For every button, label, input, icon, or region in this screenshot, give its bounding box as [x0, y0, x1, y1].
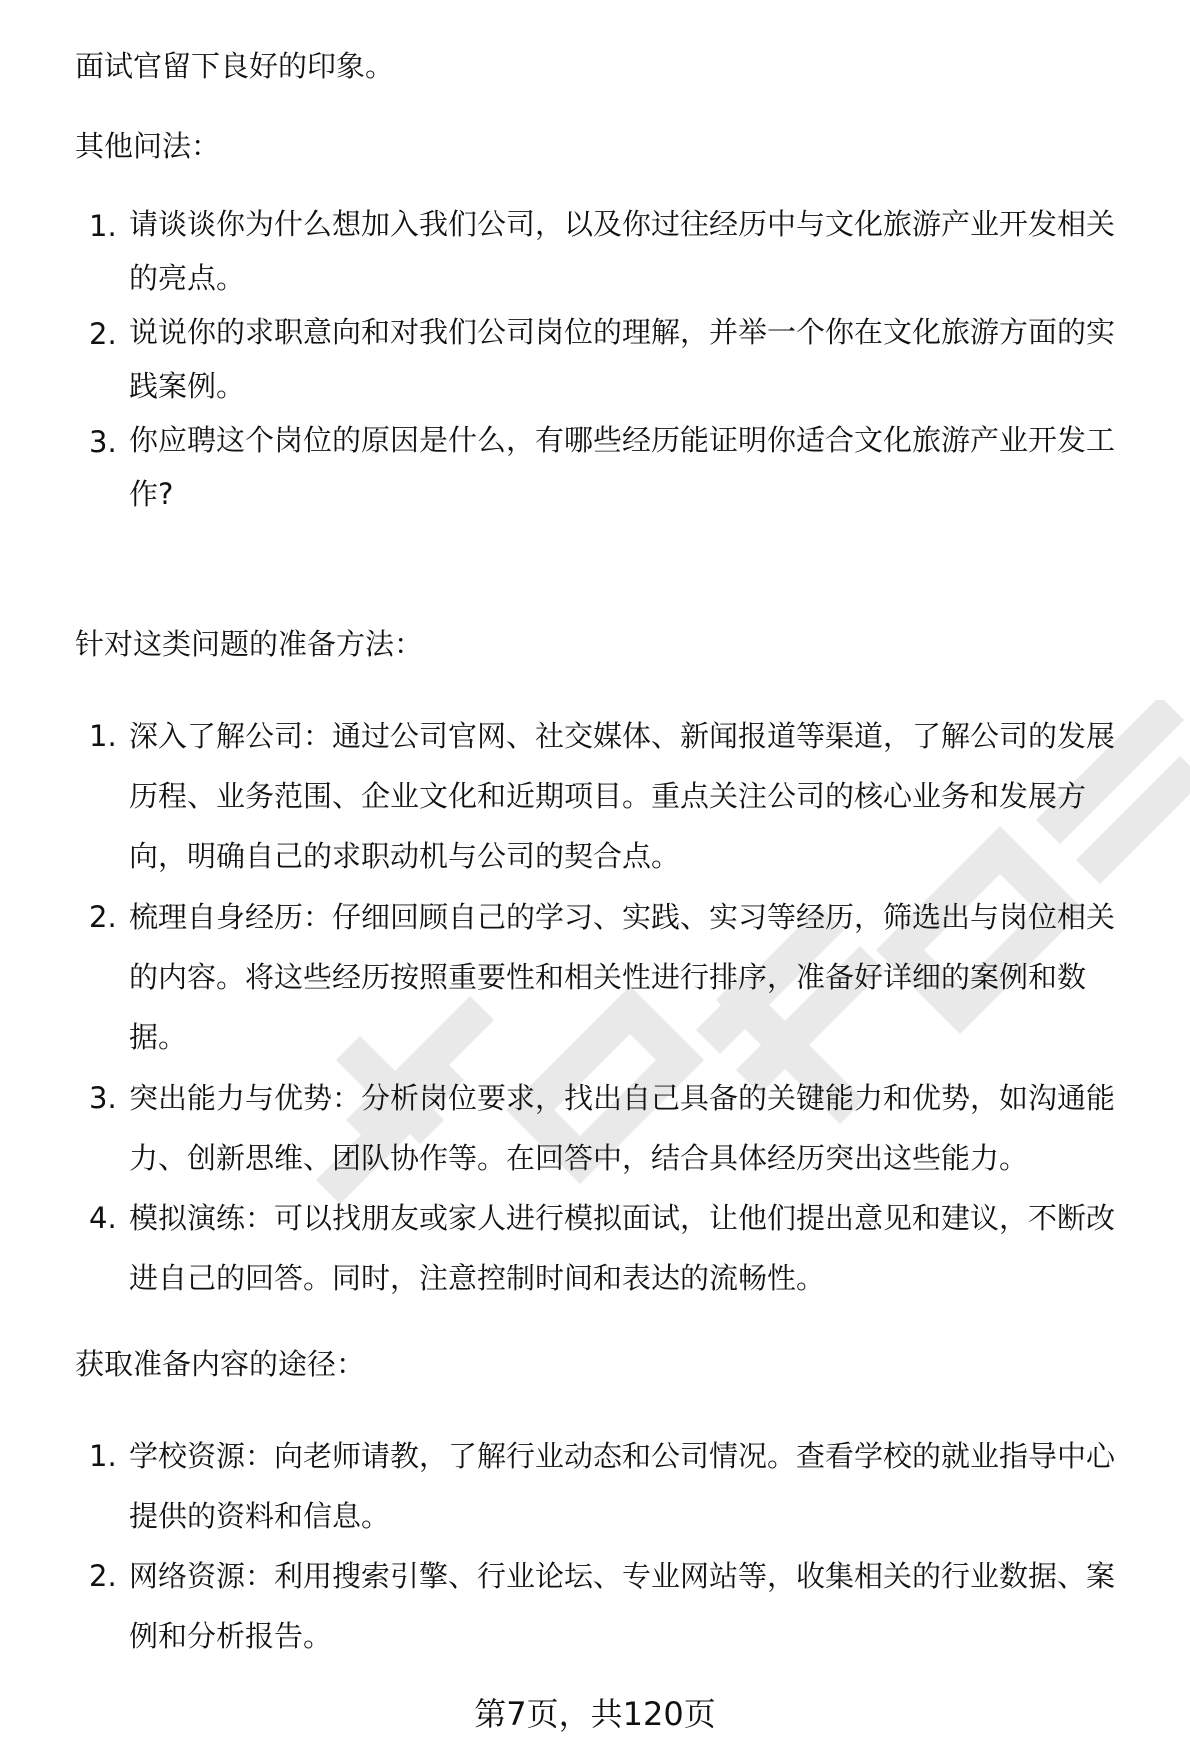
list-item-line: 深入了解公司：通过公司官网、社交媒体、新闻报道等渠道，了解公司的发展 — [129, 719, 1116, 753]
list-item-line: 突出能力与优势：分析岗位要求，找出自己具备的关键能力和优势，如沟通能 — [129, 1081, 1116, 1115]
page-number-footer: 第7页，共120页 — [474, 1695, 716, 1733]
list-item-line: 网络资源：利用搜索引擎、行业论坛、专业网站等，收集相关的行业数据、案 — [129, 1559, 1116, 1593]
list-item — [0, 304, 1190, 412]
list-item-line: 学校资源：向老师请教，了解行业动态和公司情况。查看学校的就业指导中心 — [129, 1439, 1116, 1473]
list-item — [0, 1548, 1190, 1668]
prep-methods-heading: 针对这类问题的准备方法： — [75, 627, 424, 661]
list-item — [0, 196, 1190, 304]
list-item-line: 作? — [129, 477, 174, 511]
list-item-number: 3. — [89, 425, 117, 459]
list-item — [0, 708, 1190, 889]
list-item-line: 力、创新思维、团队协作等。在回答中，结合具体经历突出这些能力。 — [129, 1141, 1029, 1175]
sources-heading-block — [75, 1334, 1160, 1394]
list-item-text — [129, 196, 1159, 304]
list-item-line: 说说你的求职意向和对我们公司岗位的理解，并举一个你在文化旅游方面的实 — [129, 315, 1116, 349]
list-item-line: 模拟演练：可以找朋友或家人进行模拟面试，让他们提出意见和建议，不断改 — [129, 1201, 1116, 1235]
list-item-text — [129, 889, 1159, 1069]
list-item-line: 的内容。将这些经历按照重要性和相关性进行排序，准备好详细的案例和数 — [129, 960, 1087, 994]
list-item-line: 提供的资料和信息。 — [129, 1499, 391, 1533]
list-item-line: 向，明确自己的求职动机与公司的契合点。 — [129, 839, 681, 873]
list-item-line: 请谈谈你为什么想加入我们公司，以及你过往经历中与文化旅游产业开发相关 — [129, 207, 1116, 241]
prep-methods-heading-block — [75, 614, 1160, 674]
list-item-line: 历程、业务范围、企业文化和近期项目。重点关注公司的核心业务和发展方 — [129, 779, 1087, 813]
list-item-number: 1. — [89, 209, 117, 243]
list-item-line: 据。 — [129, 1020, 188, 1054]
list-item-text — [129, 1070, 1159, 1190]
list-item-number: 4. — [89, 1201, 117, 1235]
list-item-line: 践案例。 — [129, 369, 246, 403]
sources-heading: 获取准备内容的途径： — [75, 1347, 366, 1381]
prep-methods-list — [0, 708, 1190, 1310]
other-questions-list — [0, 196, 1190, 520]
other-questions-heading: 其他问法： — [75, 129, 221, 163]
list-item-text — [129, 1190, 1159, 1310]
list-item-text — [129, 1548, 1159, 1668]
list-item — [0, 1070, 1190, 1190]
list-item-number: 2. — [89, 317, 117, 351]
list-item-number: 3. — [89, 1081, 117, 1115]
list-item-line: 进自己的回答。同时，注意控制时间和表达的流畅性。 — [129, 1261, 826, 1295]
intro-line: 面试官留下良好的印象。 — [75, 49, 395, 83]
list-item — [0, 412, 1190, 520]
sources-list — [0, 1428, 1190, 1668]
other-questions-heading-block — [75, 116, 1160, 176]
list-item-number: 1. — [89, 1439, 117, 1473]
list-item-text — [129, 1428, 1159, 1548]
intro-text — [75, 36, 1160, 96]
list-item-line: 梳理自身经历：仔细回顾自己的学习、实践、实习等经历，筛选出与岗位相关 — [129, 900, 1116, 934]
list-item-line: 例和分析报告。 — [129, 1619, 333, 1653]
list-item-number: 1. — [89, 719, 117, 753]
list-item-line: 的亮点。 — [129, 261, 246, 295]
list-item-number: 2. — [89, 900, 117, 934]
list-item-text — [129, 412, 1159, 520]
list-item-number: 2. — [89, 1559, 117, 1593]
list-item — [0, 1428, 1190, 1548]
list-item-text — [129, 708, 1159, 888]
list-item-line: 你应聘这个岗位的原因是什么，有哪些经历能证明你适合文化旅游产业开发工 — [129, 423, 1116, 457]
list-item-text — [129, 304, 1159, 412]
list-item — [0, 1190, 1190, 1310]
list-item — [0, 889, 1190, 1070]
